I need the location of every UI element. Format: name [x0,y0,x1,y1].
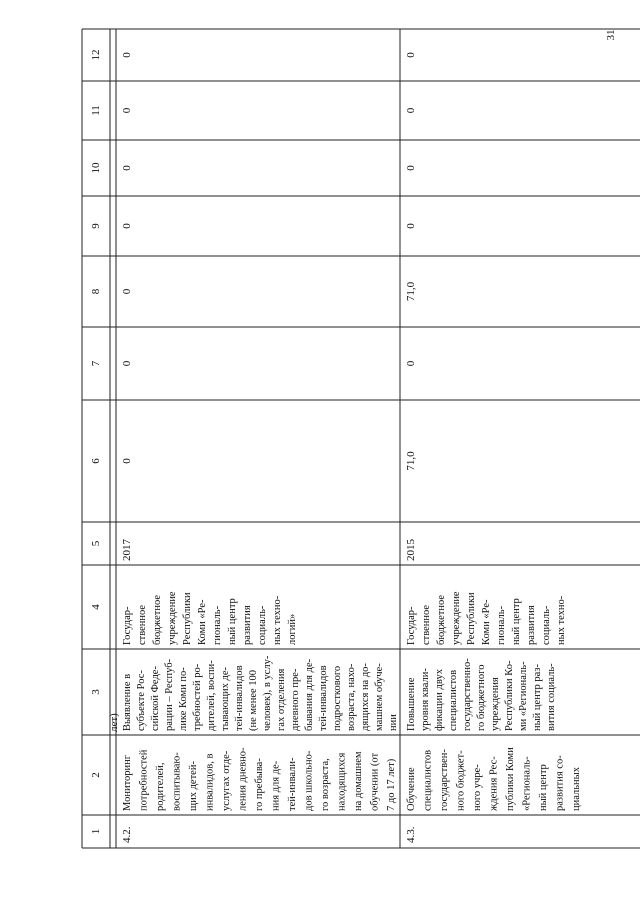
row-result-line: подросткового [332,665,343,731]
column-number: 5 [90,540,102,547]
row-executor-line: ственное [421,604,432,645]
row-executor-line: Государ- [406,606,417,645]
row-activity-line: ления дневно- [237,747,249,811]
row-executor-line: Коми «Ре- [481,599,492,645]
row-executor-line: ных техно- [556,595,567,645]
row-executor-line: ный центр [511,598,522,645]
row-value: 0 [121,165,133,171]
row-value: 0 [405,107,417,114]
row-result-line: государственно- [462,658,473,731]
row-result-line: тывающих де- [220,666,231,731]
row-result-line: Повышение [406,677,417,731]
row-executor-line: гиональ- [212,605,223,645]
row-result-line: учреждения [490,677,501,731]
row-result-line: уровня квали- [420,668,431,731]
row-result-line: лике Коми по- [178,667,189,731]
row-executor-line: развития [242,605,253,645]
column-number: 8 [90,288,102,295]
row-activity-line: инвалидов, в [204,753,216,811]
row-activity-line: публики Коми [505,747,516,811]
row-result-line: возраста, нахо- [346,663,357,731]
column-number: 6 [90,458,102,464]
row-value: 0 [121,107,133,114]
row-result-line: человек), в услу- [262,655,273,731]
row-activity-line: «Региональ- [521,756,533,811]
row-executor-line: Республики [466,592,477,645]
row-year: 2015 [405,539,417,561]
row-executor-line: социаль- [257,605,268,645]
row-activity-line: ного бюджет- [455,750,467,811]
row-year: 2017 [121,539,133,561]
row-result-line: ми «Региональ- [518,661,529,731]
row-activity-line: находящихся [336,752,348,811]
row-activity-line: го возраста, [320,758,331,811]
row-result-line: го бюджетного [476,664,487,731]
row-result-line: специалистов [448,669,459,731]
column-number: 12 [90,49,102,61]
row-result-line: нии [388,714,399,731]
column-number: 11 [90,105,102,116]
row-activity-line: Обучение [406,767,417,811]
row-executor-line: учреждение [167,591,178,645]
column-number: 2 [90,772,102,778]
row-result-line: фикации двух [434,669,445,731]
row-result-line: вития социаль- [546,663,557,731]
column-number: 9 [90,223,102,229]
row-executor-line: Республики [182,592,193,645]
page-number: 31 [605,29,617,41]
row-number: 4.3. [405,826,417,843]
column-number: 4 [90,604,102,610]
column-number: 7 [90,360,102,367]
row-activity-line: родителей, [155,762,166,811]
row-activity-line: ного учре- [472,764,483,811]
row-executor-line: гиональ- [496,605,507,645]
row-result-line: дителей, воспи- [206,660,217,731]
row-value: 0 [405,360,417,367]
row-result-line: субъекте Рос- [136,670,147,731]
row-number: 4.2. [121,826,133,843]
row-result-line: рации – Респуб- [164,658,175,731]
row-executor-line: развития [526,605,537,645]
row-activity-line: 7 до 17 лет) [386,758,397,811]
row-result-line: тей-инвалидов [318,665,329,731]
row-activity-line: услугах отде- [221,750,232,811]
row-activity-line: воспитываю- [171,752,183,811]
row-result-line: бывания для де- [304,658,315,731]
row-executor-line: учреждение [451,591,462,645]
row-result-line: дневного пре- [290,668,301,731]
row-value: 71,0 [405,451,417,471]
row-result-line: требностей ро- [192,663,203,731]
row-result-line: Выявление в [122,673,133,731]
row-result-line: Республики Ко- [504,660,515,731]
column-number: 10 [90,162,102,174]
row-executor-line: Коми «Ре- [197,599,208,645]
row-result-line: тей-инвалидов [234,665,245,731]
row-executor-line: Государ- [122,606,133,645]
row-value: 0 [121,288,133,295]
row-activity-line: потребностей [138,749,150,811]
row-value: 0 [121,458,133,464]
row-activity-line: на домашнем [353,751,364,811]
row-executor-line: ных техно- [272,595,283,645]
row-activity-line: тей-инвали- [287,757,298,811]
row-value: 0 [121,223,133,229]
row-executor-line: ный центр [227,598,238,645]
row-value: 0 [405,165,417,171]
continuation-text: лет) [108,713,120,732]
row-value: 0 [405,223,417,229]
row-result-line: ный центр раз- [532,664,543,731]
row-activity-line: дов школьно- [303,750,315,811]
row-executor-line: бюджетное [152,594,163,645]
row-executor-line: ственное [137,604,148,645]
row-value: 0 [121,360,133,367]
row-result-line: машнем обуче- [374,663,385,731]
row-activity-line: го пребыва- [254,758,265,811]
row-activity-line: развития со- [554,755,566,811]
column-number: 1 [90,828,102,835]
column-number: 3 [90,689,102,695]
row-executor-line: бюджетное [436,594,447,645]
row-result-line: (не менее 100 [248,669,259,731]
row-value: 0 [121,52,133,58]
row-activity-line: ния для де- [270,760,282,811]
row-executor-line: социаль- [541,605,552,645]
row-activity-line: Мониторинг [122,754,133,811]
row-activity-line: специалистов [422,749,434,811]
row-activity-line: циальных [571,767,582,811]
row-activity-line: ный центр [538,764,549,811]
row-result-line: гах отделения [276,668,287,731]
row-value: 71,0 [405,281,417,302]
row-result-line: сийской Феде- [150,666,161,731]
row-activity-line: обучении (от [369,752,381,811]
row-value: 0 [405,52,417,58]
row-activity-line: ждения Рес- [488,756,500,811]
row-activity-line: щих детей- [188,761,199,811]
row-executor-line: логий» [287,613,298,645]
row-activity-line: государствен- [439,749,450,811]
row-result-line: дящихся на до- [360,663,371,731]
